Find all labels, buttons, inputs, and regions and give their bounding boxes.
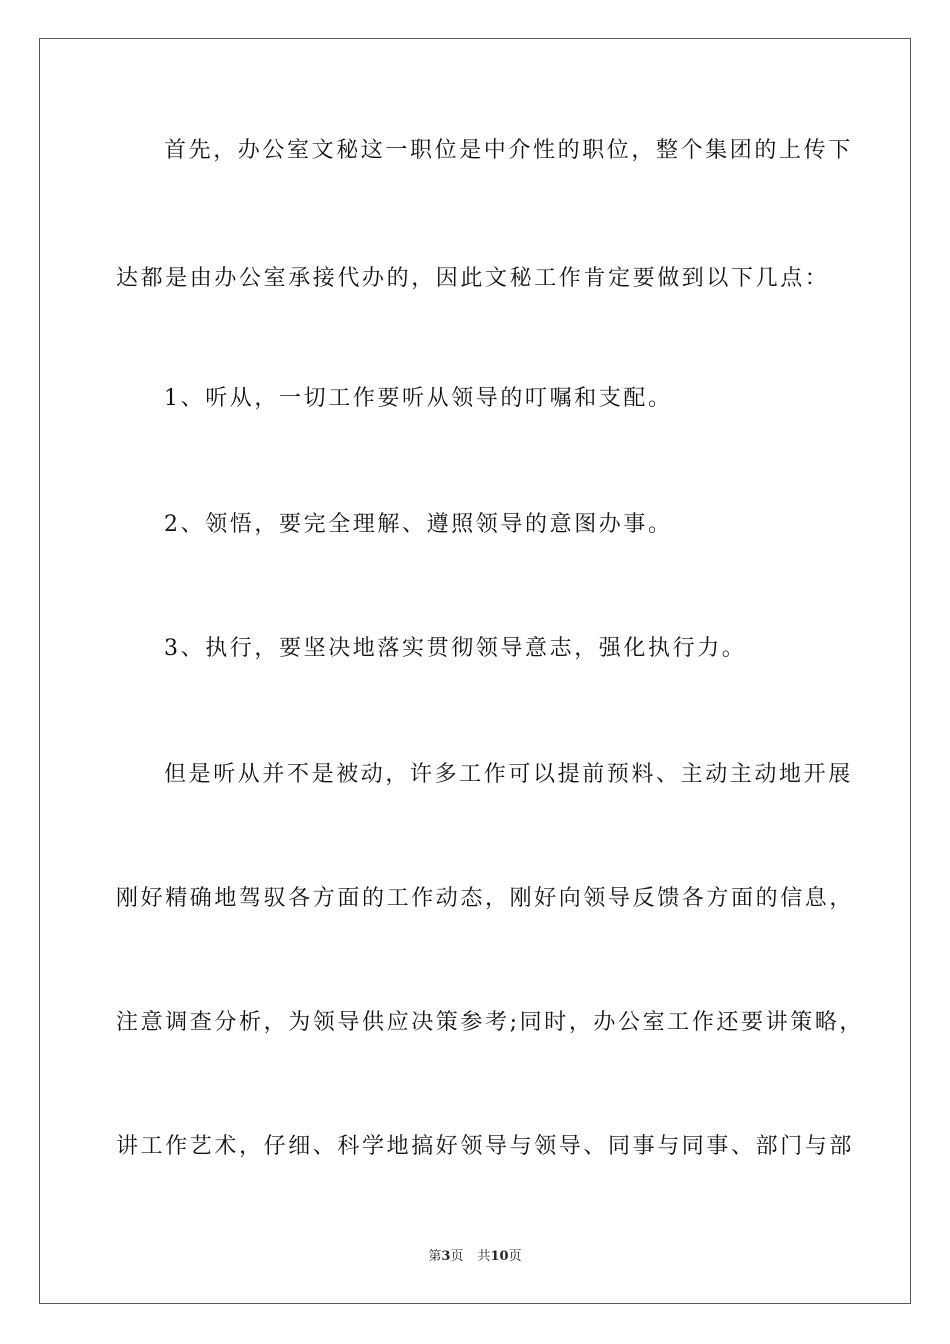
paragraph-line-3: 但是听从并不是被动，许多工作可以提前预料、主动主动地开展 — [164, 762, 853, 787]
paragraph-line-4: 刚好精确地驾驭各方面的工作动态，刚好向领导反馈各方面的信息， — [116, 886, 855, 911]
page-suffix: 页 — [450, 1249, 464, 1264]
list-item-2: 2、领悟，要完全理解、遵照领导的意图办事。 — [164, 512, 673, 537]
total-suffix: 页 — [508, 1249, 522, 1264]
page-frame — [39, 38, 911, 1304]
paragraph-line-5: 注意调查分析，为领导供应决策参考;同时，办公室工作还要讲策略， — [116, 1010, 865, 1035]
list-item-1: 1、听从，一切工作要听从领导的叮嘱和支配。 — [164, 386, 673, 411]
paragraph-line-1: 首先，办公室文秘这一职位是中介性的职位，整个集团的上传下 — [164, 138, 853, 163]
total-prefix: 共 — [477, 1249, 491, 1264]
page-prefix: 第 — [428, 1249, 442, 1264]
paragraph-line-2: 达都是由办公室承接代办的，因此文秘工作肯定要做到以下几点： — [116, 266, 830, 291]
page-number: 3 — [441, 1249, 451, 1264]
list-item-3: 3、执行，要坚决地落实贯彻领导意志，强化执行力。 — [164, 636, 747, 661]
total-pages: 10 — [490, 1249, 509, 1264]
paragraph-line-6: 讲工作艺术，仔细、科学地搞好领导与领导、同事与同事、部门与部 — [116, 1134, 855, 1159]
page-footer — [0, 1248, 950, 1266]
